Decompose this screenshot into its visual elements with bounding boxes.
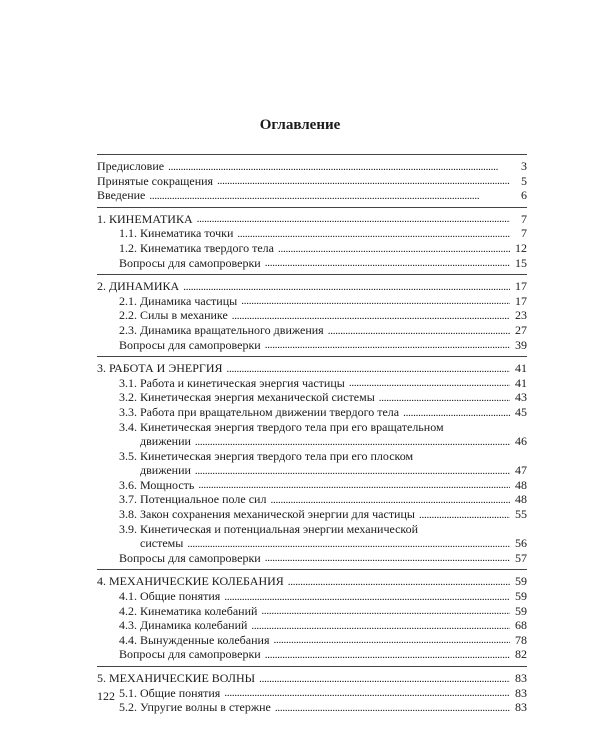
toc-entry[interactable]: 3.6. Мощность . . . 48 (97, 478, 527, 493)
toc-entry[interactable]: 4.2. Кинематика колебаний . . . 59 (97, 604, 527, 619)
divider (97, 356, 527, 357)
toc-page-number: 5 (521, 173, 527, 188)
toc-entry[interactable]: 5.2. Упругие волны в стержне . . . 83 (97, 700, 527, 715)
toc-entry[interactable]: 4.4. Вынужденные колебания . . . 78 (97, 633, 527, 648)
toc-entry[interactable]: Вопросы для самопроверки . . . 39 (97, 338, 527, 353)
divider (97, 666, 527, 667)
toc-page-number: 6 (521, 188, 527, 203)
divider (97, 207, 527, 208)
page-number: 122 (97, 689, 115, 703)
toc-entry-introduction[interactable]: Введение . . . 6 (97, 188, 527, 203)
toc-entry[interactable]: 1.2. Кинематика твердого тела . . . 12 (97, 241, 527, 256)
toc-entry[interactable]: 2.2. Силы в механике . . . 23 (97, 308, 527, 323)
toc-entry[interactable]: 3.7. Потенциальное поле сил . . . 48 (97, 492, 527, 507)
toc-entry[interactable]: Вопросы для самопроверки . . . 15 (97, 256, 527, 271)
toc-entry[interactable]: 4.3. Динамика колебаний . . . 68 (97, 618, 527, 633)
toc-entry[interactable]: 5.1. Общие понятия . . . 83 (97, 686, 527, 701)
toc-page-number: 3 (521, 159, 527, 173)
toc-entry-multiline[interactable]: 3.4. Кинетическая энергия твердого тела при его вращательном движении . . . 46 (97, 420, 527, 449)
toc-entry[interactable]: 3.3. Работа при вращательном движении твердого тела . . . 45 (97, 405, 527, 420)
divider (97, 154, 527, 155)
toc-chapter-2[interactable]: 2. ДИНАМИКА . . . 17 (97, 279, 527, 294)
toc-entry[interactable]: 3.2. Кинетическая энергия механической системы . . . 43 (97, 390, 527, 405)
toc-entry-preface[interactable]: Предисловие . . . 3 (97, 159, 527, 174)
divider (97, 274, 527, 275)
divider (97, 569, 527, 570)
toc-entry[interactable]: 4.1. Общие понятия . . . 59 (97, 589, 527, 604)
toc-entry[interactable]: 3.1. Работа и кинетическая энергия частицы . . . 41 (97, 376, 527, 391)
toc-chapter-5[interactable]: 5. МЕХАНИЧЕСКИЕ ВОЛНЫ . . . 83 (97, 671, 527, 686)
toc-entry[interactable]: 2.3. Динамика вращательного движения . . . 27 (97, 323, 527, 338)
toc-entry[interactable]: 2.1. Динамика частицы . . . 17 (97, 294, 527, 309)
toc-chapter-3[interactable]: 3. РАБОТА И ЭНЕРГИЯ . . . 41 (97, 361, 527, 376)
page-title: Оглавление (259, 117, 341, 133)
toc-chapter-4[interactable]: 4. МЕХАНИЧЕСКИЕ КОЛЕБАНИЯ . . . 59 (97, 574, 527, 589)
toc-entry[interactable]: Вопросы для самопроверки . . . 82 (97, 647, 527, 662)
toc-entry-abbreviations[interactable]: Принятые сокращения . . . 5 (97, 174, 527, 189)
table-of-contents (97, 150, 527, 715)
toc-entry-multiline[interactable]: 3.9. Кинетическая и потенциальная энергии механической системы . . . 56 (97, 522, 527, 551)
toc-chapter-1[interactable]: 1. КИНЕМАТИКА . . . 7 (97, 212, 527, 227)
toc-entry[interactable]: 1.1. Кинематика точки . . . 7 (97, 226, 527, 241)
toc-entry[interactable]: 3.8. Закон сохранения механической энергии для частицы . . . 55 (97, 507, 527, 522)
toc-entry-multiline[interactable]: 3.5. Кинетическая энергия твердого тела при его плоском движении . . . 47 (97, 449, 527, 478)
toc-entry[interactable]: Вопросы для самопроверки . . . 57 (97, 551, 527, 566)
